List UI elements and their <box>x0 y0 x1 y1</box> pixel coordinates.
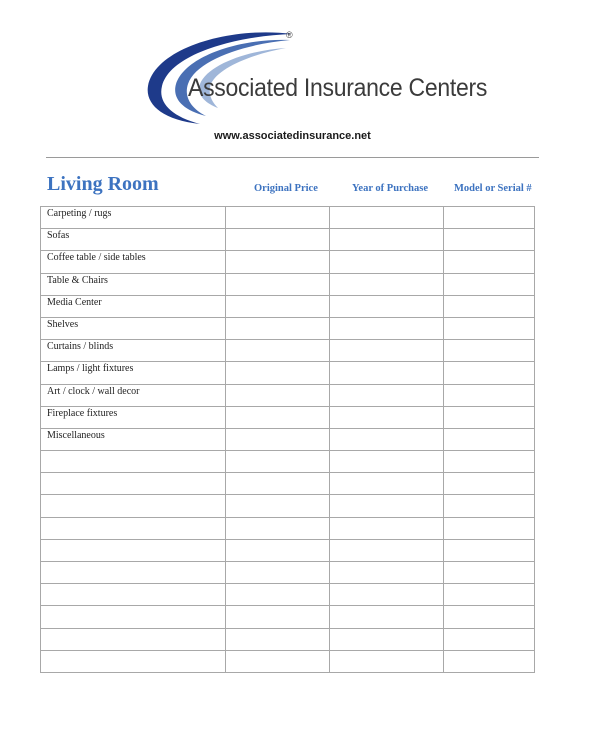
year-of-purchase-cell[interactable] <box>330 295 444 317</box>
model-serial-cell[interactable] <box>444 517 535 539</box>
year-of-purchase-cell[interactable] <box>330 517 444 539</box>
table-row <box>41 295 535 317</box>
original-price-cell[interactable] <box>226 362 330 384</box>
item-name-cell: Media Center <box>41 295 226 317</box>
item-name-cell: Sofas <box>41 229 226 251</box>
table-row <box>41 273 535 295</box>
logo-text: Associated Insurance Centers <box>188 74 488 102</box>
item-name-cell <box>41 495 226 517</box>
website-url[interactable]: www.associatedinsurance.net <box>214 130 371 142</box>
item-name-cell: Curtains / blinds <box>41 340 226 362</box>
model-serial-cell[interactable] <box>444 273 535 295</box>
year-of-purchase-cell[interactable] <box>330 584 444 606</box>
item-name-cell: Carpeting / rugs <box>41 207 226 229</box>
model-serial-cell[interactable] <box>444 628 535 650</box>
original-price-cell[interactable] <box>226 251 330 273</box>
original-price-cell[interactable] <box>226 495 330 517</box>
table-row <box>41 406 535 428</box>
item-name-cell <box>41 473 226 495</box>
original-price-cell[interactable] <box>226 606 330 628</box>
original-price-cell[interactable] <box>226 207 330 229</box>
model-serial-cell[interactable] <box>444 606 535 628</box>
table-row <box>41 517 535 539</box>
table-row <box>41 473 535 495</box>
table-row <box>41 495 535 517</box>
registered-mark: ® <box>286 30 293 40</box>
year-of-purchase-cell[interactable] <box>330 473 444 495</box>
model-serial-cell[interactable] <box>444 229 535 251</box>
model-serial-cell[interactable] <box>444 473 535 495</box>
table-row <box>41 539 535 561</box>
year-of-purchase-cell[interactable] <box>330 362 444 384</box>
year-of-purchase-cell[interactable] <box>330 650 444 672</box>
original-price-cell[interactable] <box>226 428 330 450</box>
inventory-table <box>40 206 535 673</box>
original-price-cell[interactable] <box>226 451 330 473</box>
table-row <box>41 207 535 229</box>
model-serial-cell[interactable] <box>444 539 535 561</box>
original-price-cell[interactable] <box>226 562 330 584</box>
original-price-cell[interactable] <box>226 406 330 428</box>
table-row <box>41 229 535 251</box>
item-name-cell: Coffee table / side tables <box>41 251 226 273</box>
year-of-purchase-cell[interactable] <box>330 273 444 295</box>
table-row <box>41 340 535 362</box>
model-serial-cell[interactable] <box>444 428 535 450</box>
year-of-purchase-cell[interactable] <box>330 606 444 628</box>
item-name-cell: Art / clock / wall decor <box>41 384 226 406</box>
model-serial-cell[interactable] <box>444 340 535 362</box>
item-name-cell <box>41 517 226 539</box>
model-serial-cell[interactable] <box>444 406 535 428</box>
year-of-purchase-cell[interactable] <box>330 562 444 584</box>
year-of-purchase-cell[interactable] <box>330 229 444 251</box>
table-row <box>41 584 535 606</box>
model-serial-cell[interactable] <box>444 451 535 473</box>
model-serial-cell[interactable] <box>444 650 535 672</box>
item-name-cell: Shelves <box>41 317 226 339</box>
item-name-cell: Table & Chairs <box>41 273 226 295</box>
item-name-cell <box>41 562 226 584</box>
year-of-purchase-cell[interactable] <box>330 451 444 473</box>
item-name-cell: Lamps / light fixtures <box>41 362 226 384</box>
model-serial-cell[interactable] <box>444 384 535 406</box>
table-row <box>41 384 535 406</box>
original-price-cell[interactable] <box>226 628 330 650</box>
table-row <box>41 362 535 384</box>
original-price-cell[interactable] <box>226 539 330 561</box>
table-row <box>41 317 535 339</box>
year-of-purchase-cell[interactable] <box>330 207 444 229</box>
original-price-cell[interactable] <box>226 273 330 295</box>
original-price-cell[interactable] <box>226 340 330 362</box>
item-name-cell <box>41 451 226 473</box>
original-price-cell[interactable] <box>226 295 330 317</box>
original-price-cell[interactable] <box>226 473 330 495</box>
header-divider <box>46 157 539 158</box>
table-row <box>41 562 535 584</box>
original-price-cell[interactable] <box>226 229 330 251</box>
year-of-purchase-cell[interactable] <box>330 495 444 517</box>
item-name-cell <box>41 628 226 650</box>
year-of-purchase-cell[interactable] <box>330 251 444 273</box>
model-serial-cell[interactable] <box>444 295 535 317</box>
year-of-purchase-cell[interactable] <box>330 428 444 450</box>
table-row <box>41 650 535 672</box>
table-row <box>41 428 535 450</box>
item-name-cell <box>41 584 226 606</box>
original-price-cell[interactable] <box>226 317 330 339</box>
item-name-cell: Miscellaneous <box>41 428 226 450</box>
year-of-purchase-cell[interactable] <box>330 628 444 650</box>
year-of-purchase-cell[interactable] <box>330 406 444 428</box>
table-row <box>41 451 535 473</box>
original-price-cell[interactable] <box>226 584 330 606</box>
table-row <box>41 628 535 650</box>
year-of-purchase-cell[interactable] <box>330 340 444 362</box>
original-price-cell[interactable] <box>226 384 330 406</box>
model-serial-cell[interactable] <box>444 562 535 584</box>
original-price-cell[interactable] <box>226 650 330 672</box>
year-of-purchase-cell[interactable] <box>330 539 444 561</box>
model-serial-cell[interactable] <box>444 317 535 339</box>
model-serial-cell[interactable] <box>444 207 535 229</box>
year-of-purchase-cell[interactable] <box>330 317 444 339</box>
table-row <box>41 251 535 273</box>
model-serial-cell[interactable] <box>444 584 535 606</box>
column-header-year-of-purchase: Year of Purchase <box>352 183 429 194</box>
item-name-cell: Fireplace fixtures <box>41 406 226 428</box>
model-serial-cell[interactable] <box>444 495 535 517</box>
year-of-purchase-cell[interactable] <box>330 384 444 406</box>
column-header-original-price: Original Price <box>254 183 318 194</box>
item-name-cell <box>41 650 226 672</box>
column-header-model-serial: Model or Serial # <box>454 183 532 194</box>
item-name-cell <box>41 606 226 628</box>
original-price-cell[interactable] <box>226 517 330 539</box>
model-serial-cell[interactable] <box>444 362 535 384</box>
table-row <box>41 606 535 628</box>
section-title: Living Room <box>47 173 159 195</box>
model-serial-cell[interactable] <box>444 251 535 273</box>
item-name-cell <box>41 539 226 561</box>
company-logo <box>140 28 488 128</box>
